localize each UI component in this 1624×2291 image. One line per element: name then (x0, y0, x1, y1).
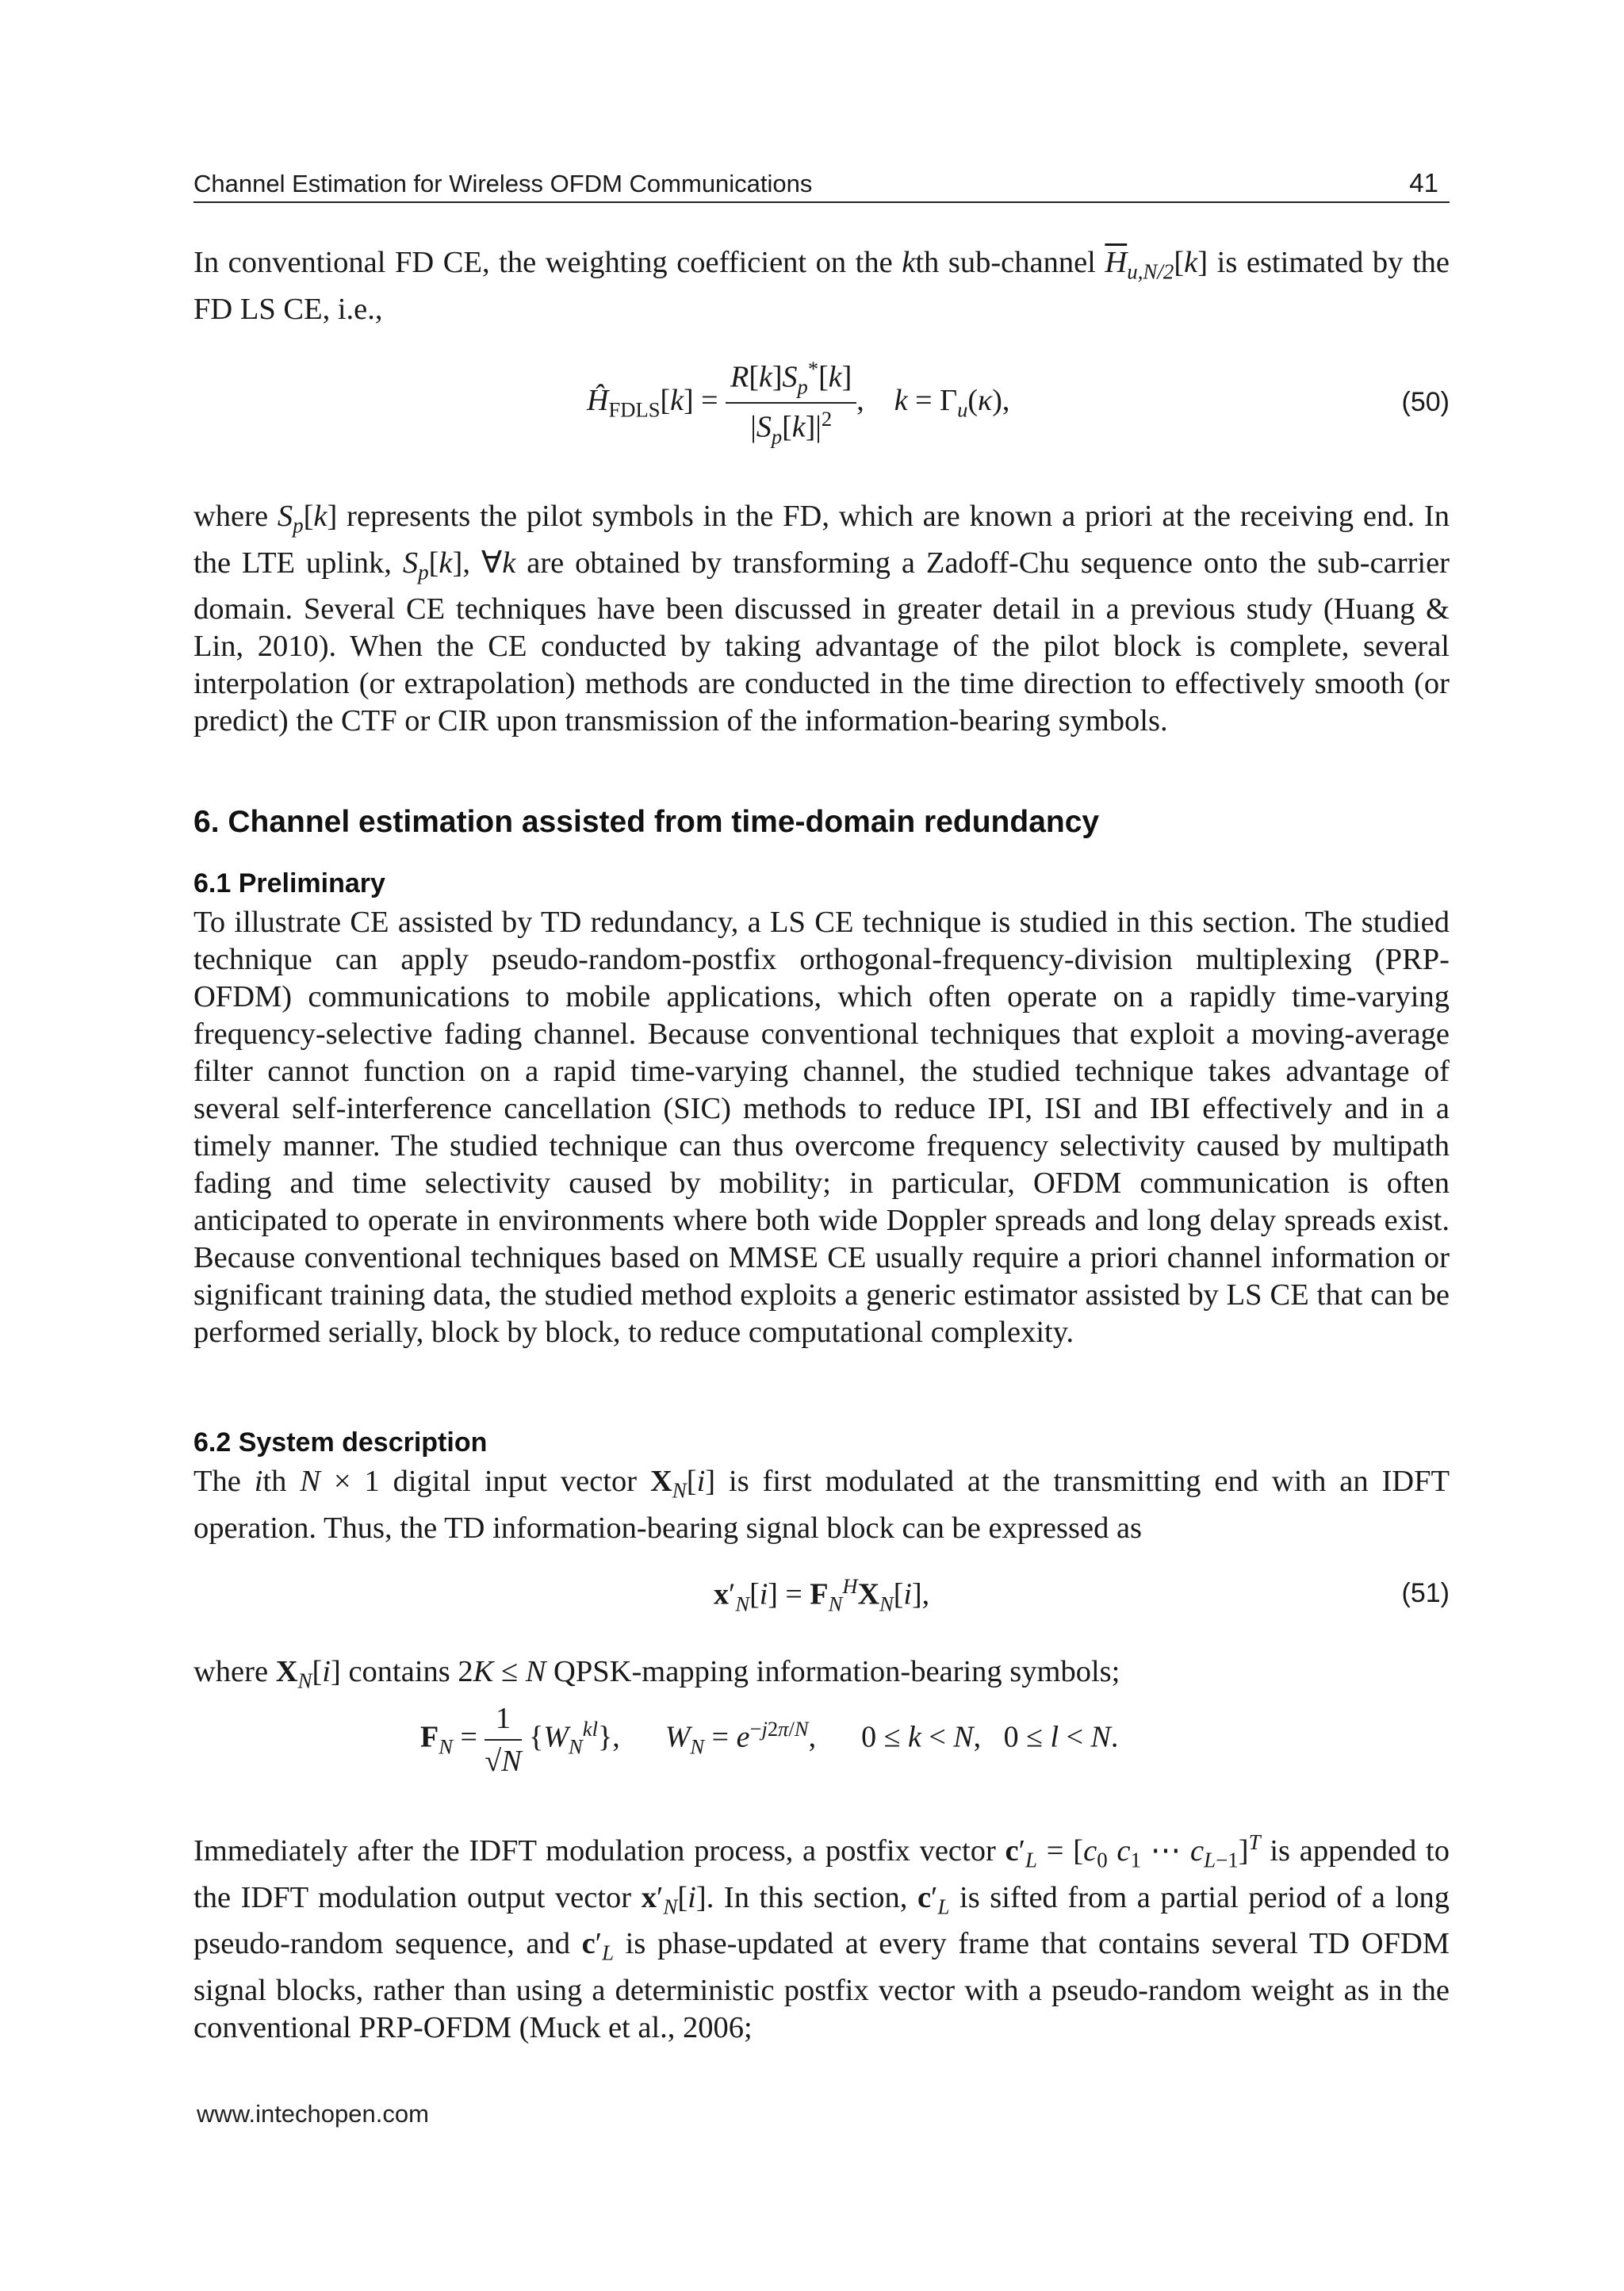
paragraph-1: In conventional FD CE, the weighting coefficient on the kth sub-channel $\overline{H}_{u,N/2}[k]$ is estimated by the FD LS CE, i.e., (193, 246, 1450, 326)
running-header (193, 163, 1450, 203)
section-6-1-heading: 6.1 Preliminary (193, 868, 385, 898)
section-6-2-heading: 6.2 System description (193, 1427, 488, 1458)
paragraph-6: Immediately after the IDFT modulation process, a postfix vector $c'_L = [c_0$ $c_1$ ⋯ $c_{L-1}]^T$ is appended to the IDFT modulation output vector $x'_N[i]$. In this section, $c'_L$ is sifted from a partial period of a long pseudo-random sequence, and $c'_L$ is phase-updated at every frame that contains several TD OFDM signal blocks, rather than using a deterministic postfix vector with a pseudo-random weight as in the conventional PRP-OFDM (Muck et al., 2006; (193, 1830, 1450, 2044)
equation-51: $x'_N[i] = F_N^HX_N[i]$, (714, 1574, 930, 1616)
paragraph-5: where $X_N[i]$ contains 2K ≤ N QPSK-mapping information-bearing symbols; (193, 1655, 1120, 1693)
h-bar-symbol: $\overline{H}_{u,N/2}[k]$ (1105, 246, 1208, 284)
paragraph-2: where $S_p[k]$ represents the pilot symbols in the FD, which are known a priori at the receiving end. In the LTE uplink, $S_p[k]$, ∀k are obtained by transforming a Zadoff-Chu sequence onto the sub-carrier domain. Several CE techniques have been discussed in greater detail in a previous study (Huang & Lin, 2010). When the CE conducted by taking advantage of the pilot block is complete, several interpolation (or extrapolation) methods are conducted in the time direction to effectively smooth (or predict) the CTF or CIR upon transmission of the information-bearing symbols. (193, 500, 1450, 738)
section-6-heading: 6. Channel estimation assisted from time-domain redundancy (193, 805, 1100, 839)
footer-url[interactable]: www.intechopen.com (197, 2100, 429, 2128)
equation-50: $Ĥ_{FDLS}[k]$ = $\frac{R[k]S_p^*[k]}{|S_p[k]|^2}$ , $k = \Gamma_u(\kappa)$, (587, 357, 1010, 449)
paragraph-4: The ith N × 1 digital input vector $X_N[i]$ is first modulated at the transmitting end with an IDFT operation. Thus, the TD information-bearing signal block can be expressed as (193, 1465, 1450, 1545)
equation-50-number: (50) (1401, 387, 1450, 417)
equation-51-number: (51) (1401, 1578, 1450, 1608)
running-title: Channel Estimation for Wireless OFDM Communications (193, 170, 813, 197)
equation-fn: $F_N$ = $\frac{1}{√N}$ $\{W_N^{kl}\}$, $W_N = e^{-j2\pi/N}$, 0 ≤ k < N, 0 ≤ l < N. (420, 1702, 1119, 1778)
paragraph-3: To illustrate CE assisted by TD redundancy, a LS CE technique is studied in this section. The studied technique can apply pseudo-random-postfix orthogonal-frequency-division multiplexing (PRP-OFDM) communications to mobile applications, which often operate on a rapidly time-varying frequency-selective fading channel. Because conventional techniques that exploit a moving-average filter cannot function on a rapid time-varying channel, the studied technique takes advantage of several self-interference cancellation (SIC) methods to reduce IPI, ISI and IBI effectively and in a timely manner. The studied technique can thus overcome frequency selectivity caused by multipath fading and time selectivity caused by mobility; in particular, OFDM communication is often anticipated to operate in environments where both wide Doppler spreads and long delay spreads exist. Because conventional techniques based on MMSE CE usually require a priori channel information or significant training data, the studied method exploits a generic estimator assisted by LS CE that can be performed serially, block by block, to reduce computational complexity. (193, 906, 1450, 1349)
page-number: 41 (1409, 168, 1438, 197)
